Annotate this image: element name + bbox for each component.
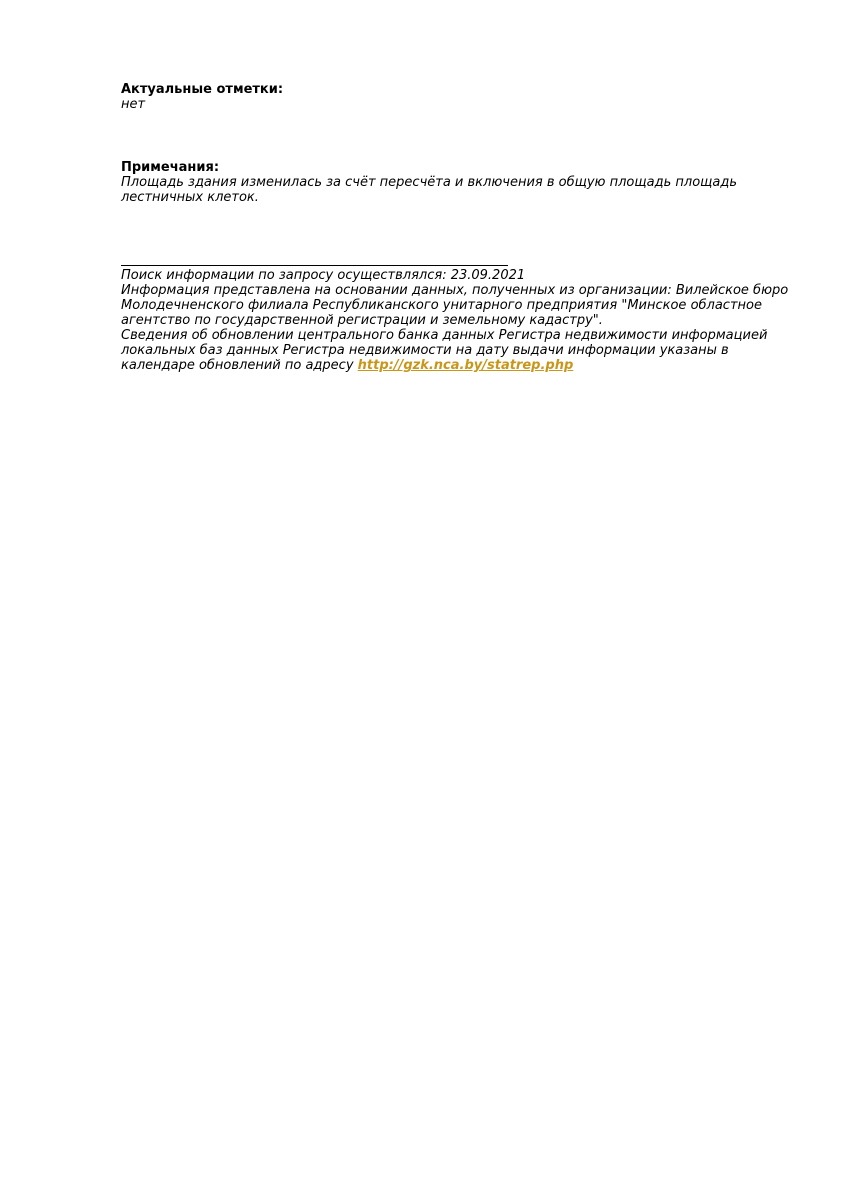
footer-divider	[121, 265, 508, 266]
source-line: Информация представлена на основании данных, полученных из организации: Вилейское бюро Молодечненского филиала Республиканского унитарного предприятия "Минское областное агентство по государственной регистрации и земельному кадастру".	[121, 283, 789, 328]
search-date-line: Поиск информации по запросу осуществлялся: 23.09.2021	[121, 268, 526, 283]
actual-marks-value: нет	[121, 97, 146, 112]
actual-marks-section	[121, 82, 791, 112]
statrep-link[interactable]: http://gzk.nca.by/statrep.php	[357, 358, 574, 373]
notes-section	[121, 160, 791, 205]
update-line-text: Сведения об обновлении центрального банка данных Регистра недвижимости информацией локальных баз данных Регистра недвижимости на дату выдачи информации указаны в календаре обновлений по адресу	[121, 328, 768, 373]
notes-text: Площадь здания изменилась за счёт пересчёта и включения в общую площадь площадь лестничных клеток.	[121, 175, 738, 205]
update-line	[121, 328, 791, 373]
actual-marks-label: Актуальные отметки:	[121, 82, 284, 97]
notes-label: Примечания:	[121, 160, 220, 175]
footer-section	[121, 268, 791, 373]
